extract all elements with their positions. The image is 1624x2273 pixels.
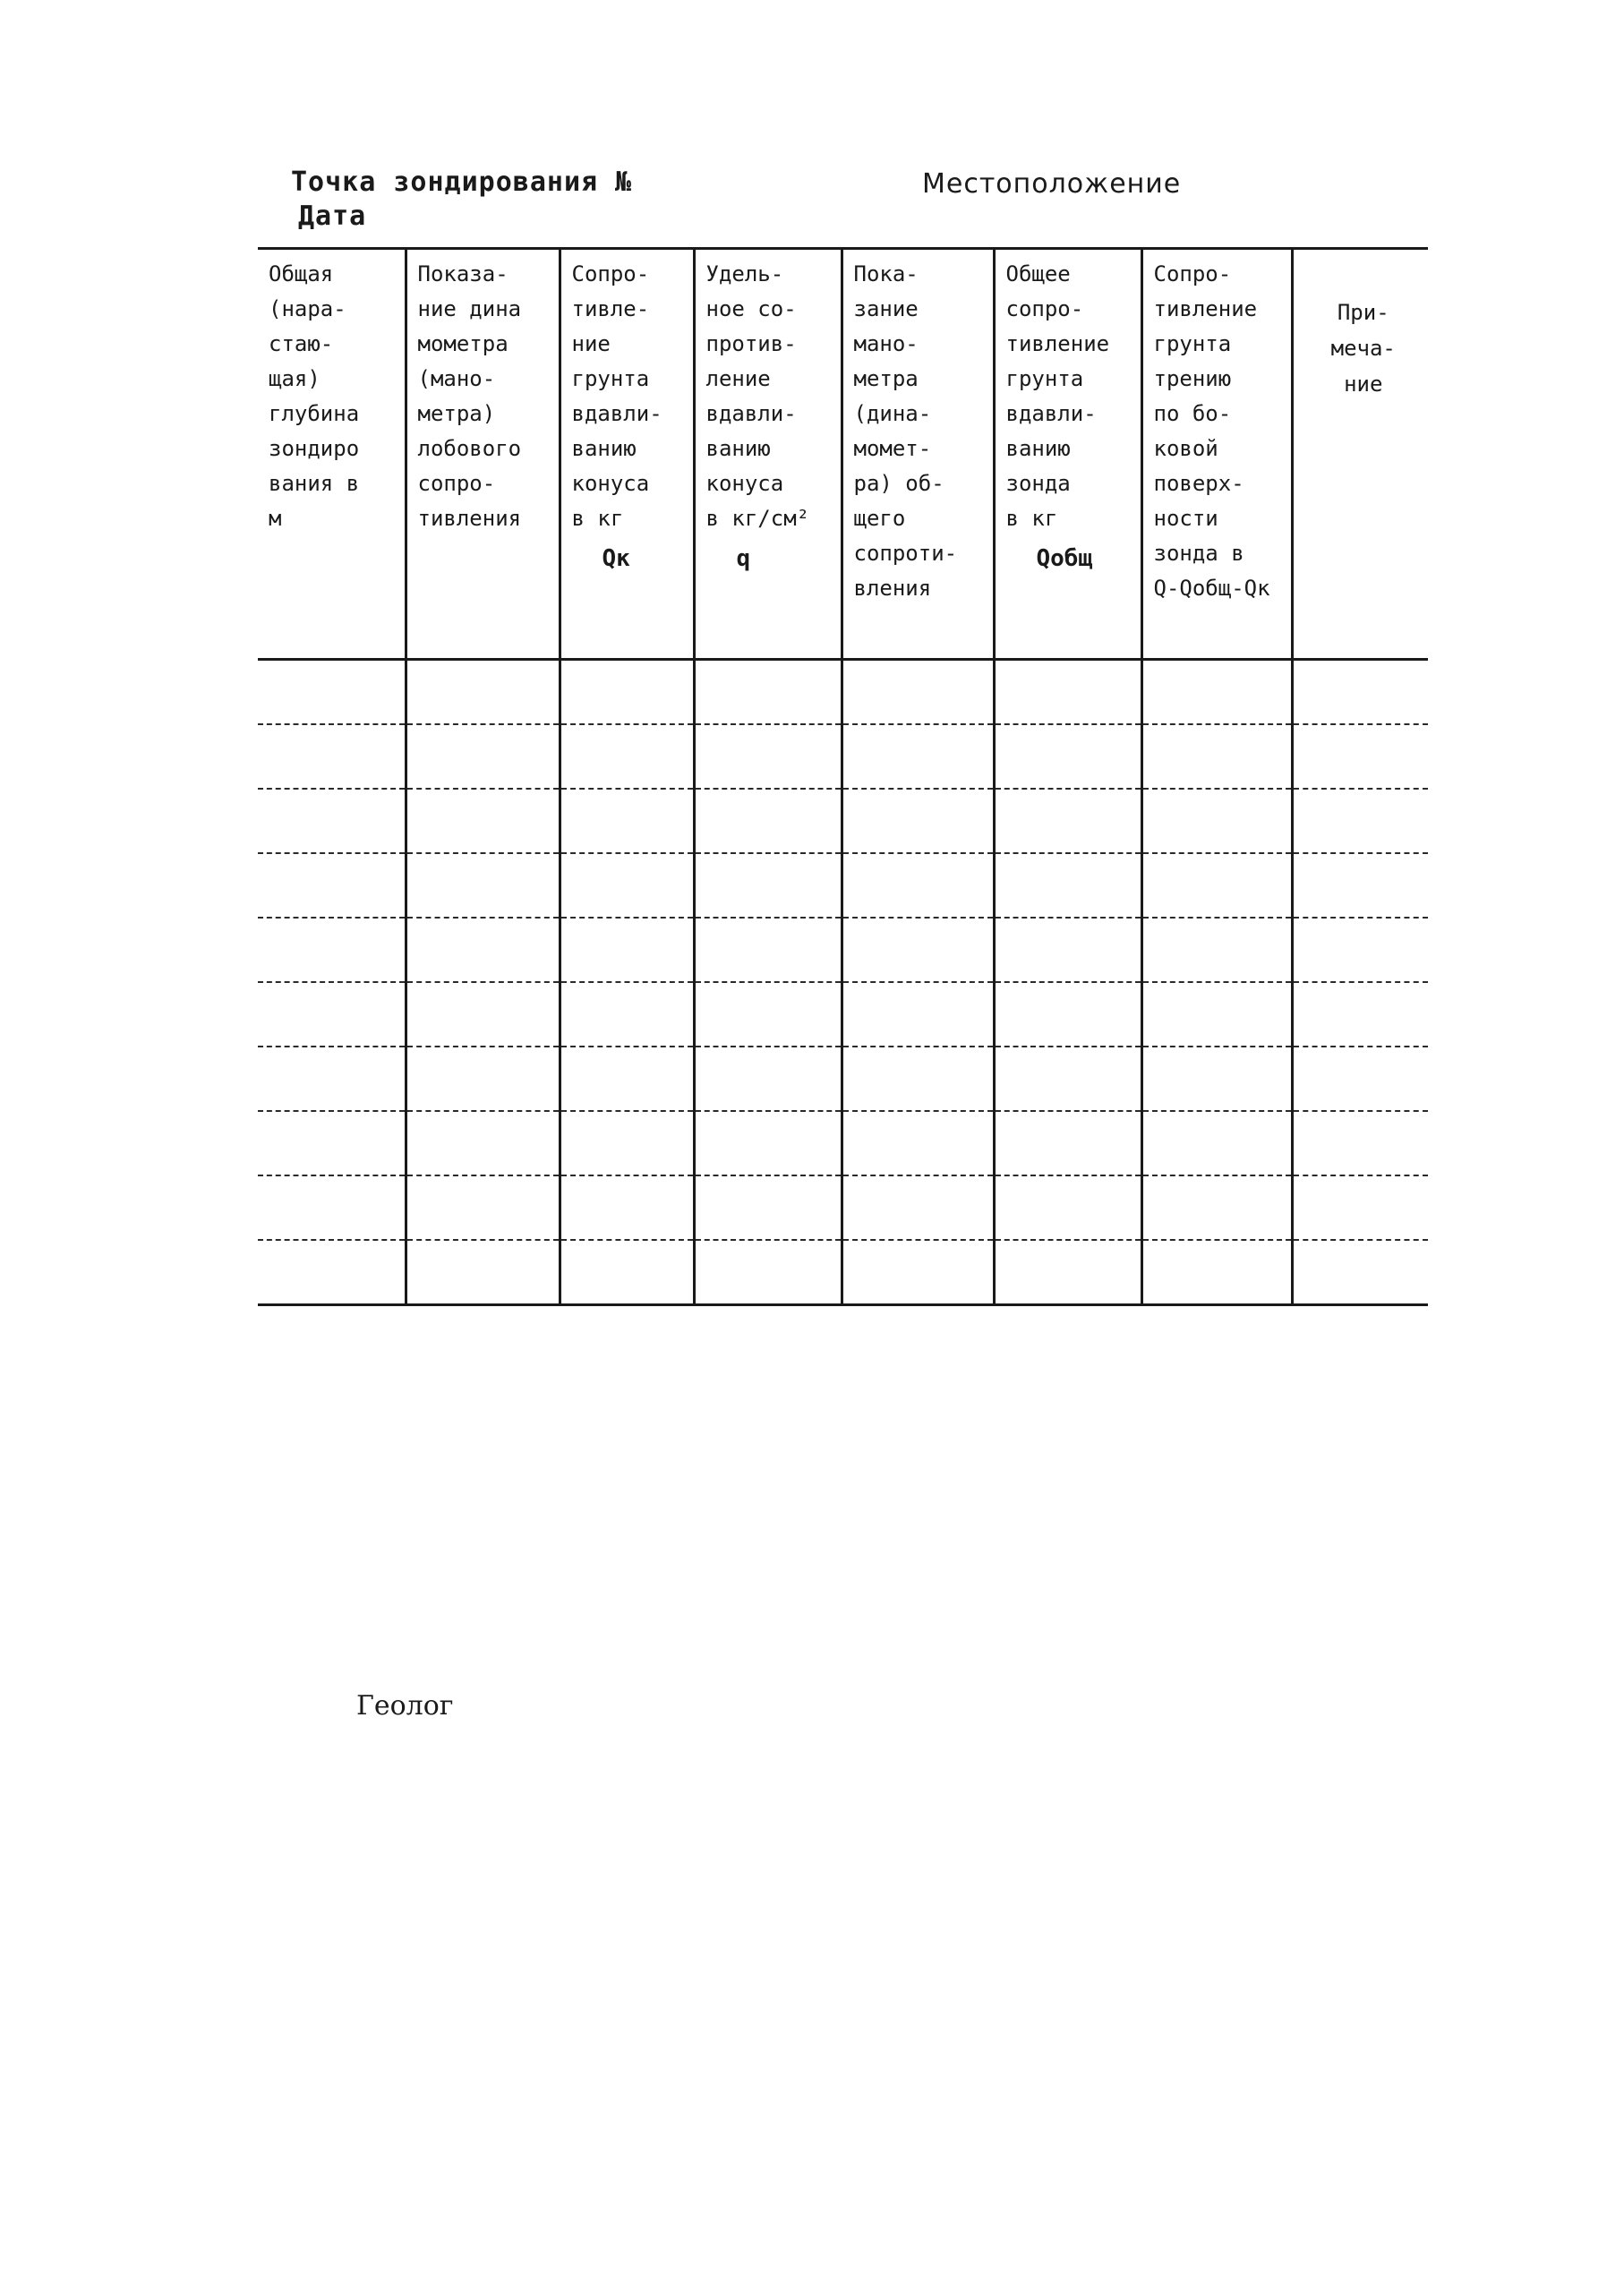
table-cell[interactable]	[1141, 853, 1292, 918]
table-cell[interactable]	[258, 1240, 406, 1305]
table-cell[interactable]	[842, 853, 994, 918]
table-cell[interactable]	[1292, 1047, 1428, 1111]
location-label: Местоположение	[922, 168, 1182, 200]
table-cell[interactable]	[258, 1111, 406, 1175]
table-cell[interactable]	[994, 1175, 1141, 1240]
table-cell[interactable]	[994, 1047, 1141, 1111]
table-cell[interactable]	[258, 982, 406, 1047]
col-frontal-reading-header	[406, 249, 560, 660]
table-cell[interactable]	[694, 853, 842, 918]
table-cell[interactable]	[258, 1175, 406, 1240]
table-row	[258, 724, 1428, 789]
table-cell[interactable]	[1292, 982, 1428, 1047]
table-cell[interactable]	[560, 1047, 694, 1111]
table-cell[interactable]	[1292, 660, 1428, 725]
sounding-log-table	[258, 247, 1428, 1306]
table-cell[interactable]	[1292, 789, 1428, 853]
table-cell[interactable]	[842, 660, 994, 725]
table-cell[interactable]	[842, 789, 994, 853]
table-cell[interactable]	[994, 789, 1141, 853]
table-cell[interactable]	[1292, 1240, 1428, 1305]
table-cell[interactable]	[1292, 853, 1428, 918]
table-row	[258, 853, 1428, 918]
table-cell[interactable]	[1141, 789, 1292, 853]
table-cell[interactable]	[842, 982, 994, 1047]
column-header-text: Пока- зание мано- метра (дина- момет- ра) об- щего сопроти- вления	[853, 261, 958, 601]
table-cell[interactable]	[1141, 1240, 1292, 1305]
table-cell[interactable]	[1141, 1047, 1292, 1111]
table-cell[interactable]	[994, 1111, 1141, 1175]
table-cell[interactable]	[694, 1047, 842, 1111]
table-cell[interactable]	[994, 1240, 1141, 1305]
table-cell[interactable]	[694, 1111, 842, 1175]
table-row	[258, 982, 1428, 1047]
geologist-label: Геолог	[356, 1690, 454, 1722]
table-cell[interactable]	[406, 789, 560, 853]
table-cell[interactable]	[406, 1047, 560, 1111]
table-cell[interactable]	[560, 1175, 694, 1240]
table-cell[interactable]	[406, 982, 560, 1047]
table-cell[interactable]	[994, 982, 1141, 1047]
table-cell[interactable]	[258, 853, 406, 918]
table-cell[interactable]	[1141, 1111, 1292, 1175]
table-cell[interactable]	[258, 789, 406, 853]
table-cell[interactable]	[406, 724, 560, 789]
table-cell[interactable]	[694, 660, 842, 725]
table-cell[interactable]	[842, 724, 994, 789]
table-header-row	[258, 249, 1428, 660]
table-row	[258, 1175, 1428, 1240]
table-row	[258, 789, 1428, 853]
column-symbol: Qк	[602, 545, 630, 572]
col-specific-resistance-header	[694, 249, 842, 660]
table-cell[interactable]	[258, 918, 406, 982]
column-header-text: Сопро- тивле- ние грунта вдавли- ванию конуса в кг	[571, 261, 662, 531]
table-cell[interactable]	[842, 918, 994, 982]
table-cell[interactable]	[694, 918, 842, 982]
column-header-text: Общее сопро- тивление грунта вдавли- ванию зонда в кг	[1005, 261, 1110, 531]
table-cell[interactable]	[994, 724, 1141, 789]
column-header-text: Сопро- тивление грунта трению по бо- ковой поверх- ности зонда в Q-Qобщ-Qк	[1153, 261, 1270, 601]
table-row	[258, 660, 1428, 725]
table-cell[interactable]	[1292, 918, 1428, 982]
table-cell[interactable]	[1141, 1175, 1292, 1240]
table-cell[interactable]	[694, 789, 842, 853]
table-row	[258, 1111, 1428, 1175]
col-depth-header	[258, 249, 406, 660]
table-cell[interactable]	[994, 660, 1141, 725]
sounding-point-label: Точка зондирования №	[291, 167, 633, 198]
table-cell[interactable]	[258, 724, 406, 789]
table-cell[interactable]	[560, 660, 694, 725]
table-cell[interactable]	[694, 724, 842, 789]
table-cell[interactable]	[560, 982, 694, 1047]
table-cell[interactable]	[560, 918, 694, 982]
column-header-text: Показа- ние дина мометра (мано- метра) лобового сопро- тивления	[417, 261, 522, 531]
col-cone-resistance-header	[560, 249, 694, 660]
table-cell[interactable]	[406, 1175, 560, 1240]
table-cell[interactable]	[258, 660, 406, 725]
table-cell[interactable]	[842, 1175, 994, 1240]
table-cell[interactable]	[994, 918, 1141, 982]
table-cell[interactable]	[560, 724, 694, 789]
table-row	[258, 918, 1428, 982]
table-cell[interactable]	[1141, 982, 1292, 1047]
table-cell[interactable]	[406, 1111, 560, 1175]
table-cell[interactable]	[406, 1240, 560, 1305]
table-body	[258, 660, 1428, 1305]
table-cell[interactable]	[694, 1240, 842, 1305]
table-cell[interactable]	[560, 789, 694, 853]
table-cell[interactable]	[406, 660, 560, 725]
table-cell[interactable]	[1141, 918, 1292, 982]
column-symbol: Qобщ	[1036, 545, 1093, 572]
table-cell[interactable]	[560, 853, 694, 918]
col-friction-resistance-header	[1141, 249, 1292, 660]
table-row	[258, 1240, 1428, 1305]
table-cell[interactable]	[1292, 1175, 1428, 1240]
col-notes-header	[1292, 249, 1428, 660]
date-label: Дата	[298, 201, 367, 232]
column-symbol: q	[736, 545, 751, 572]
column-header-text: Общая (нара- стаю- щая) глубина зондиро вания в м	[269, 261, 360, 531]
col-total-reading-header	[842, 249, 994, 660]
table-cell[interactable]	[1292, 1111, 1428, 1175]
table-cell[interactable]	[694, 1175, 842, 1240]
table-cell[interactable]	[1141, 724, 1292, 789]
table-cell[interactable]	[842, 1240, 994, 1305]
table-cell[interactable]	[406, 853, 560, 918]
table-cell[interactable]	[842, 1047, 994, 1111]
table-cell[interactable]	[1141, 660, 1292, 725]
table-cell[interactable]	[694, 982, 842, 1047]
table-row	[258, 1047, 1428, 1111]
col-total-resistance-header	[994, 249, 1141, 660]
table-cell[interactable]	[406, 918, 560, 982]
table-cell[interactable]	[560, 1240, 694, 1305]
table-cell[interactable]	[560, 1111, 694, 1175]
table-cell[interactable]	[842, 1111, 994, 1175]
column-header-text: Удель- ное со- против- ление вдавли- ванию конуса в кг/см²	[705, 261, 810, 531]
table-cell[interactable]	[994, 853, 1141, 918]
table-cell[interactable]	[1292, 724, 1428, 789]
table-cell[interactable]	[258, 1047, 406, 1111]
column-header-text: При- меча- ние	[1330, 300, 1396, 397]
